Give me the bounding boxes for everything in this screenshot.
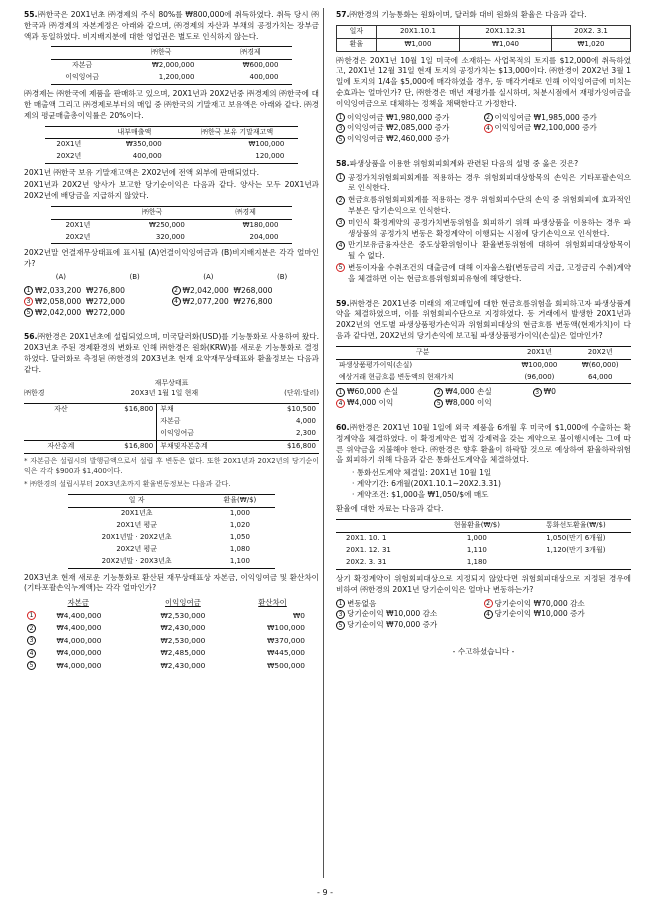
choice-3[interactable]: [336, 218, 631, 240]
choice-text: 현금흐름위험회피회계를 적용하는 경우 위험회피수단의 손익 중 위험회피에 효과적인 부분은 당기손익으로 인식한다.: [348, 195, 631, 216]
choice-1[interactable]: [336, 599, 484, 610]
choice-text: 만기보유금융자산은 중도상환위험이나 환율변동위험에 대하여 위험회피대상항목이 될 수 없다.: [348, 240, 631, 261]
choice-5[interactable]: [24, 308, 319, 319]
table-cell: $10,500: [287, 405, 316, 414]
choice-mark: 5: [434, 399, 443, 408]
table-header: [45, 126, 93, 139]
question-56-stem: [24, 332, 319, 375]
choice-text: 이익잉여금 ₩1,980,000 증가: [347, 112, 450, 122]
question-60-stem: [336, 423, 631, 466]
question-59-stem: [336, 299, 631, 342]
choice-text: 이익잉여금 ₩2,460,000 증가: [347, 134, 450, 144]
choice-mark: 5: [336, 135, 345, 144]
choice-5[interactable]: [24, 660, 319, 673]
table-header: ㈜한국 보유 기말재고액: [176, 126, 299, 139]
choice-value: ₩2,530,000: [160, 635, 206, 645]
table-cell: 예상거래 현금흐름 변동액의 현재가치: [336, 372, 509, 384]
answer-header: 자본금: [67, 598, 89, 608]
table-cell: 환율: [337, 38, 377, 51]
table-row-total: [24, 441, 319, 454]
choice-value: ₩370,000: [267, 635, 305, 645]
table-cell: ₩1,000: [376, 38, 459, 51]
choice-text: 이익잉여금 ₩2,100,000 증가: [494, 123, 597, 133]
choice-text: ₩0: [543, 387, 556, 397]
table-cell: 부채: [157, 404, 254, 416]
question-59: [336, 299, 631, 410]
table-header: 내부매출액: [93, 126, 176, 139]
choice-text: 변동이자율 수취조건의 대출금에 대해 이자율스왑(변동금리 지급, 고정금리 수취)계약을 체결하면 이는 현금흐름위험회피유형에 해당한다.: [348, 262, 631, 283]
table-cell: 1,000: [229, 508, 250, 517]
choice-3[interactable]: [24, 297, 172, 308]
table-cell: [24, 416, 98, 428]
answer-col-a: (A): [55, 273, 66, 282]
table-cell: [521, 557, 631, 569]
table-cell: 1,080: [229, 544, 250, 553]
answer-column-headers: [24, 273, 319, 283]
choice-mark: 3: [27, 636, 36, 645]
table-cell: [98, 416, 157, 428]
table-row: [68, 507, 275, 519]
table-cell: 204,000: [199, 232, 293, 244]
question-text: ㈜한경은 20X1년중 미래의 재고매입에 대한 현금흐름위험을 회피하고자 파생상품계약을 체결하였으며, 이를 위험회피수단으로 지정하였다. 동 거래에서 발생한 20X1년과 20X2년의 연도별 파생상품평가손익과 위험회피대상의 현금흐름 변동액(현재가치)이 다음과 같다면, 20X2년의 당기손익에 보고될 파생상품평가이익(손실)은 얼마인가?: [336, 298, 631, 340]
paragraph: ㈜한경은 20X1년 10월 1일 미국에 소재하는 사업목적의 토지를 $12,000에 취득하였고, 20X1년 12월 31일 현재 토지의 공정가치는 $13,000이다. ㈜한경이 20X2년 3월 1일에 토지의 1/4을 $5,000에 매각하였을 경우, 동 매각거래로 인해 이익잉여금에 미치는 순효과는 얼마인가? 단, ㈜한경은 매년 재평가를 실시하며, 처분시점에서 재평가잉여금을 이익잉여금으로 대체하는 정책을 채택한다고 가정한다.: [336, 55, 631, 108]
table-cell: 1,100: [205, 556, 275, 568]
answer-header: 환산차이: [258, 598, 287, 608]
table-cell: $16,800: [98, 441, 157, 454]
selected-answer-mark: 4: [336, 399, 345, 408]
table-header: [51, 47, 114, 60]
table-header: 20X1.10.1: [376, 25, 459, 38]
answer-choices: [336, 387, 631, 409]
table-cell: 1,180: [433, 557, 521, 569]
table-cell: ₩(60,000): [581, 360, 619, 369]
choice-4[interactable]: [24, 647, 319, 660]
choice-text: ₩4,000 손실: [445, 387, 492, 397]
page-number: - 9 -: [317, 888, 333, 897]
table-row: [24, 428, 319, 440]
table-cell: 4,000: [295, 417, 316, 426]
table-cell: 20X1. 12. 31: [346, 546, 391, 555]
table-header: 20X1.12.31: [460, 25, 552, 38]
question-number: 60.: [336, 423, 350, 432]
table-row: [51, 72, 293, 84]
contract-term: · 계약기간: 6개월(20X1.10.1~20X2.3.31): [352, 478, 501, 488]
choice-2[interactable]: [484, 113, 632, 124]
selected-answer-mark: 3: [24, 297, 33, 306]
choice-value-b: ₩272,000: [85, 296, 125, 306]
choice-value-b: ₩272,000: [85, 307, 125, 317]
paragraph: 상기 확정계약이 위험회피대상으로 지정되지 않았다면 위험회피대상으로 지정된 경우에 비하여 ㈜한경의 20X1년 당기순이익은 얼마나 변동하는가?: [336, 574, 631, 594]
question-57-stem: [336, 10, 631, 21]
selected-answer-mark: 5: [336, 263, 345, 272]
company-name: ㈜한경: [24, 389, 45, 398]
table-header: 구분: [336, 346, 509, 359]
choice-text: 당기순이익 ₩10,000 증가: [494, 609, 585, 619]
choice-3[interactable]: [533, 387, 631, 398]
question-text: ㈜한경은 20X1년초에 설립되었으며, 미국달러화(USD)를 기능통화로 사용하여 왔다. 20X3년초 주된 경제환경의 변화로 인해 ㈜한경은 원화(KRW)를 새로운 기능통화로 결정하였다. 달러화로 측정된 ㈜한경의 20X3년초 현재 요약재무상태표와 환율정보는 다음과 같다.: [24, 332, 319, 374]
table-cell: 자본금: [72, 61, 93, 70]
choice-1[interactable]: [336, 113, 484, 124]
question-58: [336, 159, 631, 285]
paragraph: ㈜경제는 ㈜한국에 제품을 판매하고 있으며, 20X1년과 20X2년중 ㈜경제의 ㈜한국에 대한 매출액 그리고 ㈜경제로부터의 매입 중 ㈜한국의 기말재고 보유액은 아래와 같다. ㈜경제의 평균매출총이익률은 20%이다.: [24, 89, 319, 120]
table-cell: 자산: [54, 405, 68, 414]
exchange-rate-table: [336, 25, 631, 52]
table-cell: 320,000: [105, 232, 199, 244]
choice-2[interactable]: [434, 387, 532, 398]
question-text: ㈜한국은 20X1년초 ㈜경제의 주식 80%를 ₩800,000에 취득하였다. 취득 당시 ㈜한국과 ㈜경제의 자본계정은 아래와 같으며, ㈜경제의 자산과 부채의 공정가치는 장부금액과 동일하였다. 비지배지분에 대한 영업권은 별도로 인식하지 않는다.: [24, 10, 319, 41]
balance-sheet-date: 20X3년 1월 1일 현재: [130, 389, 199, 398]
choice-text: 미인식 확정계약의 공정가치변동위험을 회피하기 위해 파생상품을 이용하는 경우 파생상품의 공정가치 변동은 확정계약이 이행되는 시점에 당기손익으로 인식한다.: [348, 217, 631, 238]
choice-mark: 2: [484, 113, 493, 122]
table-header: 통화선도환율(₩/$): [521, 520, 631, 533]
choice-value-a: ₩2,033,200: [35, 285, 82, 295]
answer-col-b: (B): [276, 273, 288, 282]
choice-5[interactable]: [336, 134, 631, 145]
table-row: [336, 372, 631, 384]
table-cell: 20X1. 10. 1: [346, 534, 387, 543]
table-header: [51, 206, 106, 219]
table-cell: 1,050(만기 6개월): [546, 534, 606, 543]
table-cell: 20X1년말 · 20X2년초: [101, 532, 172, 541]
choice-text: 이익잉여금 ₩2,085,000 증가: [347, 123, 450, 133]
choice-value: ₩2,430,000: [160, 623, 206, 633]
answer-choices: [336, 173, 631, 285]
choice-text: ₩8,000 이익: [445, 398, 492, 408]
choice-mark: 5: [27, 661, 36, 670]
choice-4[interactable]: [484, 609, 632, 620]
paragraph: 20X1년과 20X2년 양사가 보고한 당기순이익은 다음과 같다. 양사는 모두 20X1년과 20X2년에 배당금을 지급하지 않았다.: [24, 180, 319, 200]
question-text: ㈜한경의 기능통화는 원화이며, 달러화 대비 원화의 환율은 다음과 같다.: [349, 10, 587, 19]
table-cell: 이익잉여금: [157, 428, 254, 440]
table-row: [51, 60, 293, 72]
table-cell: ₩100,000: [521, 360, 558, 369]
table-cell: 자산총계: [24, 441, 98, 454]
choice-text: 공정가치위험회피회계를 적용하는 경우 위험회피대상항목의 손익은 기타포괄손익으로 인식한다.: [348, 172, 631, 193]
table-header: 20X2. 3.1: [552, 25, 631, 38]
table-cell: 20X2년: [45, 151, 93, 163]
choice-value-a: ₩2,058,000: [35, 296, 82, 306]
choice-3[interactable]: [336, 123, 484, 134]
choice-3[interactable]: [24, 635, 319, 648]
choice-1[interactable]: [336, 173, 631, 195]
table-cell: [98, 428, 157, 440]
choice-value-a: ₩2,042,000: [182, 285, 229, 295]
table-cell: 1,120(만기 3개월): [546, 546, 606, 555]
choice-5[interactable]: [434, 398, 532, 409]
choice-2[interactable]: [336, 195, 631, 217]
choice-mark: 3: [336, 610, 345, 619]
choice-text: ₩4,000 이익: [347, 398, 394, 408]
choice-mark: 2: [434, 388, 443, 397]
table-cell: 1,110: [466, 546, 487, 555]
choice-1[interactable]: [24, 286, 172, 297]
selected-answer-mark: 2: [484, 599, 493, 608]
table-row: [45, 139, 299, 151]
table-cell: 20X1년: [56, 140, 82, 149]
choice-4[interactable]: [336, 398, 434, 409]
table-cell: 1,200,000: [114, 72, 209, 84]
choice-value: ₩2,485,000: [160, 648, 206, 658]
choice-mark: 3: [336, 124, 345, 133]
table-cell: ₩100,000: [248, 140, 285, 149]
choice-mark: 1: [24, 286, 33, 295]
choice-mark: 2: [336, 196, 345, 205]
table-row: [68, 544, 275, 556]
question-number: 59.: [336, 298, 350, 308]
table-cell: 2,300: [295, 429, 316, 438]
answer-choices: [336, 599, 631, 631]
table-cell: $16,800: [254, 441, 319, 454]
choice-value: ₩4,400,000: [56, 623, 102, 633]
table-cell: 64,000: [569, 372, 631, 384]
contract-term: · 통화선도계약 체결일: 20X1년 10월 1일: [352, 468, 492, 478]
choice-value: ₩0: [292, 610, 305, 620]
table-cell: ₩1,040: [460, 38, 552, 51]
derivative-table: [336, 346, 631, 385]
table-cell: 1,050: [229, 532, 250, 541]
table-header: [336, 520, 433, 533]
closing-message: - 수고하셨습니다 -: [452, 646, 515, 656]
table-row: [68, 520, 275, 532]
answer-col-b: (B): [129, 273, 140, 282]
choice-mark: 3: [533, 388, 542, 397]
table-row: [336, 545, 631, 557]
balance-sheet-table: [24, 403, 319, 454]
table-cell: ₩2,000,000: [151, 61, 195, 70]
choice-1[interactable]: [336, 387, 434, 398]
paragraph: 20X3년초 현재 새로운 기능통화로 환산된 재무상태표상 자본금, 이익잉여금 및 환산차이(기타포괄손익누계액)는 각각 얼마인가?: [24, 572, 319, 593]
question-55-stem: [24, 10, 319, 42]
choice-value-b: ₩276,800: [233, 296, 273, 306]
table-cell: 20X2년말 · 20X3년초: [68, 556, 205, 568]
table-cell: 20X2년 평균: [116, 544, 157, 553]
choice-mark: 2: [27, 624, 36, 633]
internal-sales-table: [45, 126, 299, 165]
table-cell: [24, 428, 98, 440]
table-header: 일 자: [68, 494, 205, 507]
question-number: 55.: [24, 10, 38, 19]
answer-choices: [336, 113, 631, 145]
choice-text: 당기순이익 ₩10,000 감소: [347, 609, 438, 619]
paragraph: 20X2년말 연결재무상태표에 표시될 (A)연결이익잉여금과 (B)비지배지분은 각각 얼마인가?: [24, 248, 319, 269]
choice-mark: 4: [172, 297, 181, 306]
table-cell: 20X2. 3. 31: [336, 557, 433, 569]
table-row: [68, 532, 275, 544]
choice-value: ₩4,000,000: [56, 635, 102, 645]
choice-2[interactable]: [24, 622, 319, 635]
exchange-rate-table: [68, 494, 275, 569]
choice-value-b: ₩276,800: [85, 285, 125, 295]
table-cell: 이익잉여금: [51, 72, 114, 84]
question-55: [24, 10, 319, 318]
table-cell: 파생상품평가이익(손실): [339, 360, 413, 369]
question-text: 파생상품을 이용한 위험회피회계와 관련된 다음의 설명 중 옳은 것은?: [349, 158, 579, 168]
contract-terms: [336, 468, 631, 500]
choice-mark: 4: [27, 649, 36, 658]
forward-rate-table: [336, 519, 631, 570]
question-56: [24, 332, 319, 672]
balance-sheet-title: 재무상태표: [154, 379, 189, 388]
table-cell: ₩350,000: [125, 140, 162, 149]
table-header: 20X2년: [569, 346, 631, 359]
net-income-table: [51, 206, 293, 245]
note: * ㈜한경의 설립시부터 20X3년초까지 환율변동정보는 다음과 같다.: [24, 479, 231, 488]
table-cell: 부채및자본총계: [157, 441, 254, 454]
table-row: [24, 416, 319, 428]
choice-5[interactable]: [336, 263, 631, 285]
choice-mark: 2: [172, 286, 181, 295]
choice-2[interactable]: [484, 599, 632, 610]
answer-col-a: (A): [203, 273, 214, 282]
balance-sheet-unit: (단위:달러): [284, 389, 319, 398]
choice-4[interactable]: [484, 123, 632, 134]
choice-mark: 1: [336, 388, 345, 397]
choice-4[interactable]: [336, 240, 631, 262]
table-row: [51, 232, 293, 244]
table-header: 환율(₩/$): [205, 494, 275, 507]
choice-3[interactable]: [336, 609, 484, 620]
table-row: [336, 557, 631, 569]
question-number: 57.: [336, 10, 350, 19]
choice-5[interactable]: [336, 620, 631, 631]
table-cell: 20X1년 평균: [116, 520, 157, 529]
table-row: [45, 151, 299, 163]
paragraph: 20X1년 ㈜한국 보유 기말재고액은 2X02년에 전액 외부에 판매되었다.: [24, 168, 260, 178]
choice-mark: 5: [24, 308, 33, 317]
choice-value-a: ₩2,042,000: [35, 307, 82, 317]
table-cell: 1,000: [466, 534, 487, 543]
choice-mark: 1: [336, 113, 345, 122]
choice-value: ₩100,000: [267, 623, 305, 633]
choice-text: 변동없음: [347, 598, 377, 608]
table-cell: 자본금: [157, 416, 254, 428]
table-cell: ₩250,000: [148, 220, 185, 229]
question-text: ㈜한경은 20X1년 10월 1일에 외국 제품을 6개월 후 미국에 $1,000에 수출하는 확정계약을 체결하였다. 이 확정계약은 법적 강제력을 갖는 계약으로 불이행시에는 그에 따른 위약금을 지불해야 한다. ㈜한경은 향후 환율이 하락할 것으로 예상하여 환율하락위험을 회피하기 위해 다음과 같은 통화선도계약을 체결하였다.: [336, 423, 631, 465]
table-cell: ₩600,000: [242, 61, 279, 70]
choice-value-b: ₩268,000: [233, 285, 273, 295]
answer-table: [24, 597, 319, 672]
table-cell: 20X1년초: [120, 508, 153, 517]
choice-text: ₩60,000 손실: [347, 387, 399, 397]
choice-mark: 1: [336, 599, 345, 608]
table-header: ㈜한국: [105, 206, 199, 219]
choice-mark: 5: [336, 621, 345, 630]
choice-value-a: ₩2,077,200: [182, 296, 229, 306]
choice-4[interactable]: [172, 297, 320, 308]
table-header: ㈜경제: [208, 47, 292, 60]
table-row: [68, 556, 275, 568]
right-column: [336, 10, 631, 658]
table-header: ㈜한국: [114, 47, 209, 60]
table-row: [336, 359, 631, 371]
table-cell: 120,000: [176, 151, 299, 163]
paragraph: 환율에 대한 자료는 다음과 같다.: [336, 504, 444, 514]
table-header: 일자: [337, 25, 377, 38]
table-cell: 20X1년: [65, 220, 91, 229]
choice-mark: 4: [336, 241, 345, 250]
contract-term: · 계약조건: $1,000을 ₩1,050/$에 매도: [352, 489, 489, 499]
choice-value: ₩445,000: [267, 648, 305, 658]
table-row: [337, 38, 631, 51]
choice-value: ₩500,000: [267, 660, 305, 670]
table-header: ㈜경제: [199, 206, 293, 219]
table-cell: ₩180,000: [242, 220, 279, 229]
question-number: 56.: [24, 332, 38, 342]
choice-mark: 1: [336, 173, 345, 182]
choice-mark: 3: [336, 218, 345, 227]
balance-sheet-subheader: [24, 389, 319, 399]
table-cell: $16,800: [124, 405, 154, 414]
left-column: [24, 10, 319, 682]
choice-1[interactable]: [24, 610, 319, 623]
table-cell: (96,000): [509, 372, 569, 384]
table-row: [336, 533, 631, 545]
choice-text: 당기순이익 ₩70,000 감소: [494, 598, 585, 608]
table-cell: 1,020: [229, 520, 250, 529]
choice-mark: 4: [484, 610, 493, 619]
choice-text: 이익잉여금 ₩1,985,000 증가: [494, 112, 597, 122]
table-row: [24, 404, 319, 416]
question-57: [336, 10, 631, 145]
choice-value: ₩4,000,000: [56, 648, 102, 658]
choice-value: ₩2,430,000: [160, 660, 206, 670]
choice-text: 당기순이익 ₩70,000 증가: [347, 620, 438, 630]
table-cell: ₩1,020: [552, 38, 631, 51]
table-header: 20X1년: [509, 346, 569, 359]
selected-answer-mark: 1: [27, 611, 36, 620]
question-number: 58.: [336, 158, 350, 168]
table-row: [51, 219, 293, 231]
choice-value: ₩4,000,000: [56, 660, 102, 670]
equity-table: [51, 46, 293, 85]
answer-header: 이익잉여금: [165, 598, 201, 608]
answer-choices: [24, 286, 319, 318]
selected-answer-mark: 4: [484, 124, 493, 133]
choice-2[interactable]: [172, 286, 320, 297]
choice-value: ₩2,530,000: [160, 610, 206, 620]
question-58-stem: [336, 159, 631, 170]
note: * 자본금은 설립시의 발행금액으로서 설립 후 변동은 없다. 또한 20X1년과 20X2년의 당기순이익은 각각 $900과 $1,400이다.: [24, 457, 319, 475]
table-cell: 400,000: [208, 72, 292, 84]
question-60: [336, 423, 631, 631]
column-divider: [323, 8, 324, 878]
table-cell: 20X2년: [51, 232, 106, 244]
table-cell: 400,000: [93, 151, 176, 163]
table-header: 현물환율(₩/$): [433, 520, 521, 533]
choice-value: ₩4,400,000: [56, 610, 102, 620]
